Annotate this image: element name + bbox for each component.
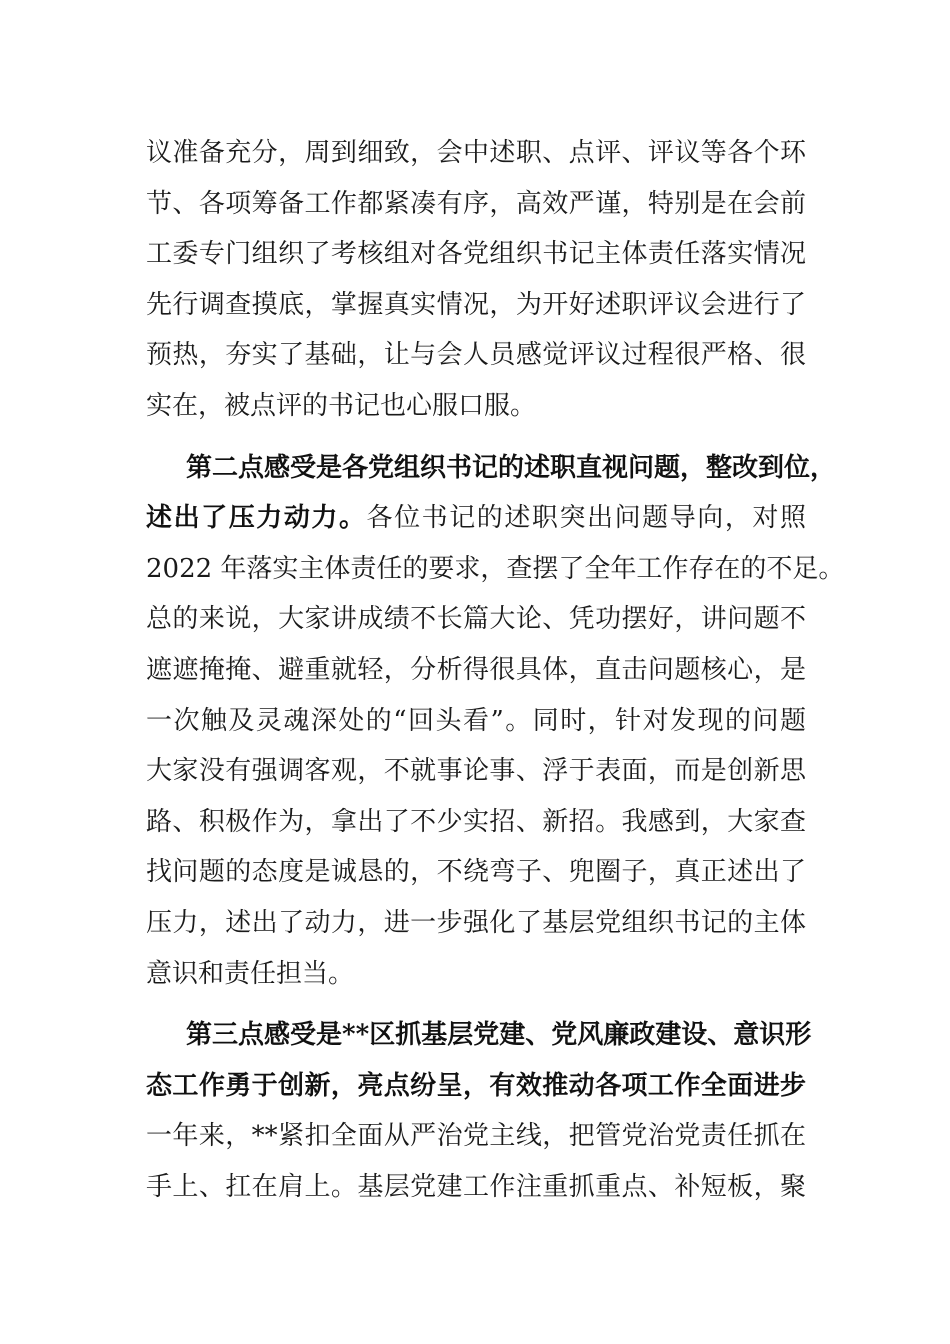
paragraph-line: 预热，夯实了基础，让与会人员感觉评议过程很严格、很 bbox=[146, 340, 806, 371]
paragraph-line bbox=[146, 493, 806, 544]
paragraph-line: 总的来说，大家讲成绩不长篇大论、凭功摆好，讲问题不 bbox=[146, 604, 806, 635]
paragraph-line: 路、积极作为，拿出了不少实招、新招。我感到，大家查 bbox=[146, 806, 806, 837]
paragraph-line: 节、各项筹备工作都紧凑有序，高效严谨，特别是在会前 bbox=[146, 188, 806, 219]
paragraph-3 bbox=[146, 1010, 812, 1212]
section-heading: 第二点感受是各党组织书记的述职直视问题，整改到位， bbox=[186, 452, 837, 483]
section-heading-tail: 述出了压力动力。 bbox=[146, 503, 367, 534]
paragraph-line: 一年来，**紧扣全面从严治党主线，把管党治党责任抓在 bbox=[146, 1121, 806, 1152]
paragraph-line: 找问题的态度是诚恳的，不绕弯子、兜圈子，真正述出了 bbox=[146, 857, 806, 888]
paragraph-line: 实在，被点评的书记也心服口服。 bbox=[146, 390, 537, 421]
paragraph-line: 大家没有强调客观，不就事论事、浮于表面，而是创新思 bbox=[146, 756, 806, 787]
document-body bbox=[146, 128, 845, 1212]
paragraph-line: 2022 年落实主体责任的要求，查摆了全年工作存在的不足。 bbox=[146, 553, 845, 584]
section-heading: 第三点感受是**区抓基层党建、党风廉政建设、意识形 bbox=[186, 1020, 812, 1051]
paragraph-2 bbox=[146, 443, 845, 1000]
paragraph-line: 工委专门组织了考核组对各党组织书记主体责任落实情况 bbox=[146, 239, 806, 270]
paragraph-line: 一次触及灵魂深处的“回头看”。同时，针对发现的问题 bbox=[146, 705, 806, 736]
paragraph-line: 议准备充分，周到细致，会中述职、点评、评议等各个环 bbox=[146, 138, 806, 168]
paragraph-1 bbox=[146, 128, 806, 432]
paragraph-line: 压力，述出了动力，进一步强化了基层党组织书记的主体 bbox=[146, 907, 806, 938]
paragraph-line: 先行调查摸底，掌握真实情况，为开好述职评议会进行了 bbox=[146, 289, 806, 320]
paragraph-line: 遮遮掩掩、避重就轻，分析得很具体，直击问题核心，是 bbox=[146, 654, 806, 685]
paragraph-line: 意识和责任担当。 bbox=[146, 958, 355, 989]
paragraph-text: 各位书记的述职突出问题导向，对照 bbox=[366, 503, 806, 534]
section-heading: 态工作勇于创新，亮点纷呈，有效推动各项工作全面进步 bbox=[146, 1070, 806, 1101]
paragraph-line: 手上、扛在肩上。基层党建工作注重抓重点、补短板，聚 bbox=[146, 1171, 806, 1202]
